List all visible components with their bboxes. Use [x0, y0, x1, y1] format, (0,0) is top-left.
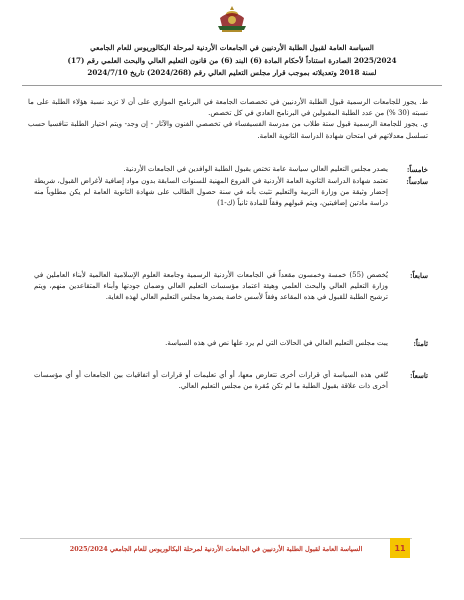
clause-ninth	[34, 370, 428, 392]
footer-title: السياسة العامة لقبول الطلبة الأردنيين في الجامعات الأردنية لمرحلة البكالوريوس للعام الجامعي 2025/2024	[69, 545, 363, 553]
header-divider	[22, 85, 442, 86]
header-line-3: لسنة 2018 وتعديلاته بموجب قرار مجلس التعليم العالي رقم (2024/268) تاريخ 2024/7/10	[87, 68, 377, 77]
page-number-badge: 11	[390, 538, 410, 558]
clause-ninth-label: تاسعاً:	[409, 371, 428, 380]
item-yaa: ي. يجوز للجامعة الرسمية قبول ستة طلاب من مدرسة الفسيفساء في تخصصي الفنون والآثار - إن وجد- ويتم اختيار الطلبة تنافسيا حسب تسلسل معدلاتهم في امتحان شهادة الدراسة الثانوية العامة.	[28, 120, 428, 140]
clause-fifth-label: خامساً:	[406, 165, 428, 174]
jordan-emblem-logo	[212, 4, 252, 34]
clause-sixth-label: سادساً:	[406, 177, 428, 186]
clause-sixth	[34, 176, 428, 210]
page-footer	[20, 538, 412, 559]
clause-seventh	[34, 270, 428, 304]
item-taa: ط. يجوز للجامعات الرسمية قبول الطلبة الأردنيين في تخصصات الجامعة في البرنامج الموازي على أن لا تزيد نسبة هؤلاء الطلبة على ما نسبته (30 %) من عدد الطلبة المقبولين في البرنامج العادي في كل تخصص.	[28, 98, 428, 118]
clause-seventh-text: يُخصص (55) خمسة وخمسون مقعداً في الجامعات الأردنية الرسمية وجامعة العلوم الإسلامية العالمية لأبناء العاملين في وزارة التعليم العالي والبحث العلمي وهيئة اعتماد مؤسسات التعليم العالي وضمان جودتها وأبناء المتقاعدين منهم، ويتم ترشيح الطلبة للقبول في هذه المقاعد وفقاً لأسس خاصة يصدرها مجلس التعليم العالي لهذه الغاية.	[34, 271, 388, 302]
clause-ninth-text: تُلغي هذه السياسة أي قرارات أخرى تتعارض معها، أو أي تعليمات أو قرارات أو اتفاقيات بين الجامعات أو أي مؤسسات أخرى ذات علاقة بقبول الطلبة ما لم تكن مُقرة من مجلس التعليم العالي.	[34, 371, 388, 391]
header-line-2: 2025/2024 الصادرة استناداً لأحكام المادة (6) البند (6) من قانون التعليم العالي والبحث العلمي رقم (17)	[67, 55, 397, 65]
document-header	[14, 42, 450, 80]
clause-eighth-label: ثامناً:	[413, 339, 428, 348]
clause-seventh-label: سابعاً:	[409, 271, 428, 280]
header-line-1: السياسة العامة لقبول الطلبة الأردنيين في الجامعات الأردنية لمرحلة البكالوريوس للعام الجامعي	[90, 43, 374, 52]
clause-eighth	[34, 338, 428, 349]
clause-sixth-text: تعتمد شهادة الدراسة الثانوية العامة الأردنية في الفروع المهنية للسنوات السابقة بدون مواد إضافية لأغراض القبول، شريطة إحضار وثيقة من وزارة التربية والتعليم تثبت بأنه في سنة حصول الطالب على شهادة الثانوية العامة لم يكن مطلوباً منه دراسة مادتين إضافيتين، ويتم قبولهم وفقاً للمادة ثانياً (ك-1)	[34, 177, 388, 208]
sub-items-section	[28, 97, 428, 142]
clause-fifth-text: يصدر مجلس التعليم العالي سياسة عامة تختص بقبول الطلبة الوافدين في الجامعات الأردنية.	[123, 165, 388, 173]
clause-eighth-text: يبت مجلس التعليم العالي في الحالات التي لم يرد علها نص في هذه السياسة.	[165, 339, 388, 347]
clause-fifth	[34, 164, 428, 175]
